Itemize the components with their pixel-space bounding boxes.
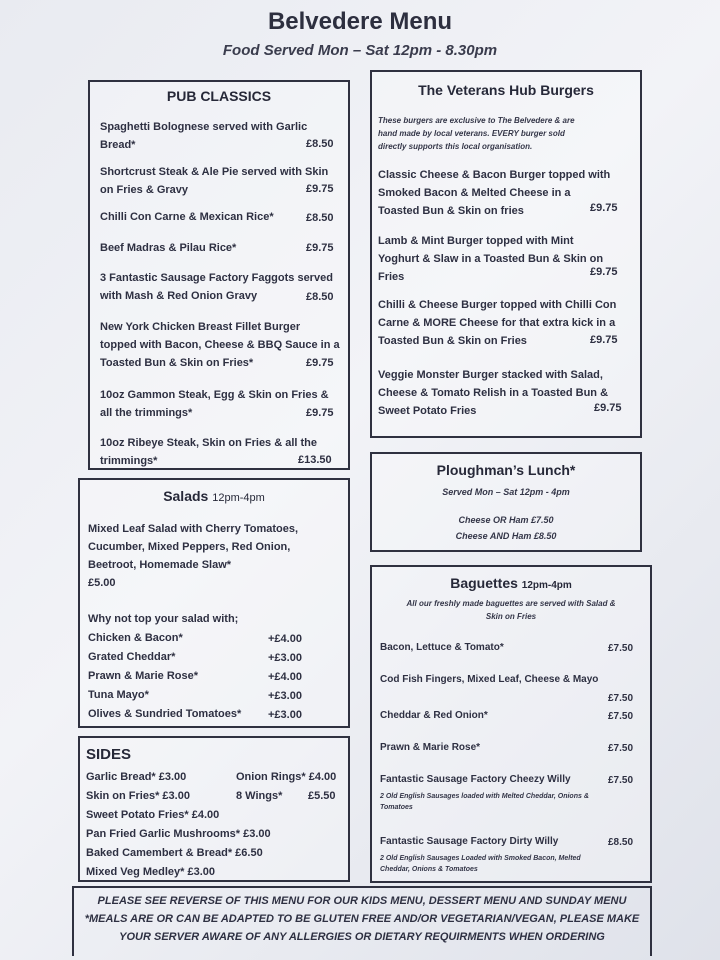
side-item: Mixed Veg Medley* £3.00 xyxy=(86,866,216,878)
burger-item: Classic Cheese & Bacon Burger topped with Smoked Bacon & Melted Cheese in a Toasted Bun & Skin on fries xyxy=(378,169,611,217)
footer-line: *MEALS ARE OR CAN BE ADAPTED TO BE GLUTEN FREE AND/OR VEGETARIAN/VEGAN, PLEASE MAKE xyxy=(84,913,640,925)
salad-topping: Grated Cheddar* xyxy=(88,651,176,663)
menu-subtitle: Food Served Mon – Sat 12pm - 8.30pm xyxy=(222,42,498,59)
salad-description: Mixed Leaf Salad with Cherry Tomatoes, Cucumber, Mixed Peppers, Red Onion, Beetroot, Homemade Slaw* £5.00 xyxy=(88,523,299,589)
baguette-price: £7.50 xyxy=(608,775,634,786)
baguettes-box xyxy=(370,565,652,883)
salad-topping-price: +£4.00 xyxy=(268,633,302,645)
salads-box xyxy=(78,478,350,728)
burger-price: £9.75 xyxy=(590,202,618,214)
side-item: Garlic Bread* £3.00 xyxy=(86,771,187,783)
burger-item: Veggie Monster Burger stacked with Salad, Cheese & Tomato Relish in a Toasted Bun & Sweet Potato Fries xyxy=(378,369,609,417)
sides-box xyxy=(78,736,350,882)
menu-item: Spaghetti Bolognese served with Garlic Bread* xyxy=(100,121,308,151)
menu-item-price: £8.50 xyxy=(306,138,334,150)
burger-price: £9.75 xyxy=(590,334,618,346)
burgers-intro: These burgers are exclusive to The Belvedere & are hand made by local veterans. EVERY burger sold directly supports this local organisation. xyxy=(378,116,575,151)
salad-topping-price: +£3.00 xyxy=(268,690,302,702)
side-item: Pan Fried Garlic Mushrooms* £3.00 xyxy=(86,828,271,840)
footer-line: PLEASE SEE REVERSE OF THIS MENU FOR OUR KIDS MENU, DESSERT MENU AND SUNDAY MENU xyxy=(97,895,627,907)
salad-topping-price: +£4.00 xyxy=(268,671,302,683)
menu-title: Belvedere Menu xyxy=(267,8,453,35)
salad-topping: Prawn & Marie Rose* xyxy=(88,670,199,682)
salad-topping-intro: Why not top your salad with; xyxy=(88,613,239,625)
menu-item-price: £8.50 xyxy=(306,212,334,224)
ploughmans-served: Served Mon – Sat 12pm - 4pm xyxy=(442,487,570,497)
menu-item-price: £8.50 xyxy=(306,291,334,303)
side-item: Skin on Fries* £3.00 xyxy=(86,790,190,802)
burger-item: Lamb & Mint Burger topped with Mint Yoghurt & Slaw in a Toasted Bun & Skin on Fries xyxy=(378,235,604,283)
baguette-item: Cheddar & Red Onion* xyxy=(380,710,488,721)
baguette-price: £7.50 xyxy=(608,711,634,722)
salad-topping-price: +£3.00 xyxy=(268,709,302,721)
baguettes-heading: Baguettes 12pm-4pm xyxy=(450,575,572,591)
baguette-description: 2 Old English Sausages Loaded with Smoked Bacon, Melted Cheddar, Onions & Tomatoes xyxy=(380,855,581,873)
baguette-description: 2 Old English Sausages loaded with Melted Cheddar, Onions & Tomatoes xyxy=(380,793,589,811)
burgers-box xyxy=(370,70,642,438)
menu-item-price: £9.75 xyxy=(306,407,334,419)
menu-item: New York Chicken Breast Fillet Burger topped with Bacon, Cheese & BBQ Sauce in a Toasted Bun & Skin on Fries* xyxy=(100,321,340,369)
ploughmans-heading: Ploughman’s Lunch* xyxy=(436,462,576,478)
menu-item-price: £9.75 xyxy=(306,242,334,254)
baguette-price: £7.50 xyxy=(608,693,634,704)
menu-item: 10oz Ribeye Steak, Skin on Fries & all the trimmings* xyxy=(100,437,318,467)
salads-heading: Salads 12pm-4pm xyxy=(163,488,265,504)
baguette-price: £8.50 xyxy=(608,837,634,848)
baguette-price: £7.50 xyxy=(608,743,634,754)
baguette-item: Fantastic Sausage Factory Cheezy Willy xyxy=(380,774,571,785)
menu-item: 10oz Gammon Steak, Egg & Skin on Fries & all the trimmings* xyxy=(100,389,329,419)
ploughmans-box xyxy=(370,452,642,552)
menu-item-price: £9.75 xyxy=(306,357,334,369)
baguette-item: Bacon, Lettuce & Tomato* xyxy=(380,642,504,653)
side-item: Onion Rings* £4.00 xyxy=(236,771,337,783)
menu-item: Beef Madras & Pilau Rice* xyxy=(100,242,237,254)
burger-price: £9.75 xyxy=(594,402,622,414)
sides-heading: SIDES xyxy=(86,746,132,763)
ploughmans-option: Cheese AND Ham £8.50 xyxy=(455,531,557,541)
burger-item: Chilli & Cheese Burger topped with Chilli Con Carne & MORE Cheese for that extra kick in a Toasted Bun & Skin on Fries xyxy=(378,299,617,347)
menu-footer xyxy=(72,886,652,956)
side-item-price: £5.50 xyxy=(308,790,336,802)
salad-topping: Chicken & Bacon* xyxy=(88,632,183,644)
menu-item: 3 Fantastic Sausage Factory Faggots served with Mash & Red Onion Gravy xyxy=(100,272,333,302)
menu-item: Chilli Con Carne & Mexican Rice* xyxy=(100,211,274,223)
baguette-item: Fantastic Sausage Factory Dirty Willy xyxy=(380,836,559,847)
ploughmans-option: Cheese OR Ham £7.50 xyxy=(458,515,554,525)
menu-item-price: £9.75 xyxy=(306,183,334,195)
burger-price: £9.75 xyxy=(590,266,618,278)
salad-topping-price: +£3.00 xyxy=(268,652,302,664)
burgers-heading: The Veterans Hub Burgers xyxy=(418,82,594,98)
menu-item-price: £13.50 xyxy=(298,454,332,466)
side-item: Sweet Potato Fries* £4.00 xyxy=(86,809,220,821)
baguette-item: Prawn & Marie Rose* xyxy=(380,742,481,753)
pub-classics-box xyxy=(88,80,350,470)
salad-topping: Tuna Mayo* xyxy=(88,689,149,701)
pub-classics-heading: PUB CLASSICS xyxy=(166,88,272,104)
salad-topping: Olives & Sundried Tomatoes* xyxy=(88,708,242,720)
baguette-price: £7.50 xyxy=(608,643,634,654)
baguettes-intro: All our freshly made baguettes are served with Salad & Skin on Fries xyxy=(406,599,616,621)
baguette-item: Cod Fish Fingers, Mixed Leaf, Cheese & Mayo xyxy=(380,674,599,685)
side-item: Baked Camembert & Bread* £6.50 xyxy=(86,847,263,859)
side-item: 8 Wings* xyxy=(236,790,283,802)
menu-item: Shortcrust Steak & Ale Pie served with Skin on Fries & Gravy xyxy=(100,166,329,196)
footer-line: YOUR SERVER AWARE OF ANY ALLERGIES OR DIETARY REQUIRMENTS WHEN ORDERING xyxy=(119,931,605,943)
